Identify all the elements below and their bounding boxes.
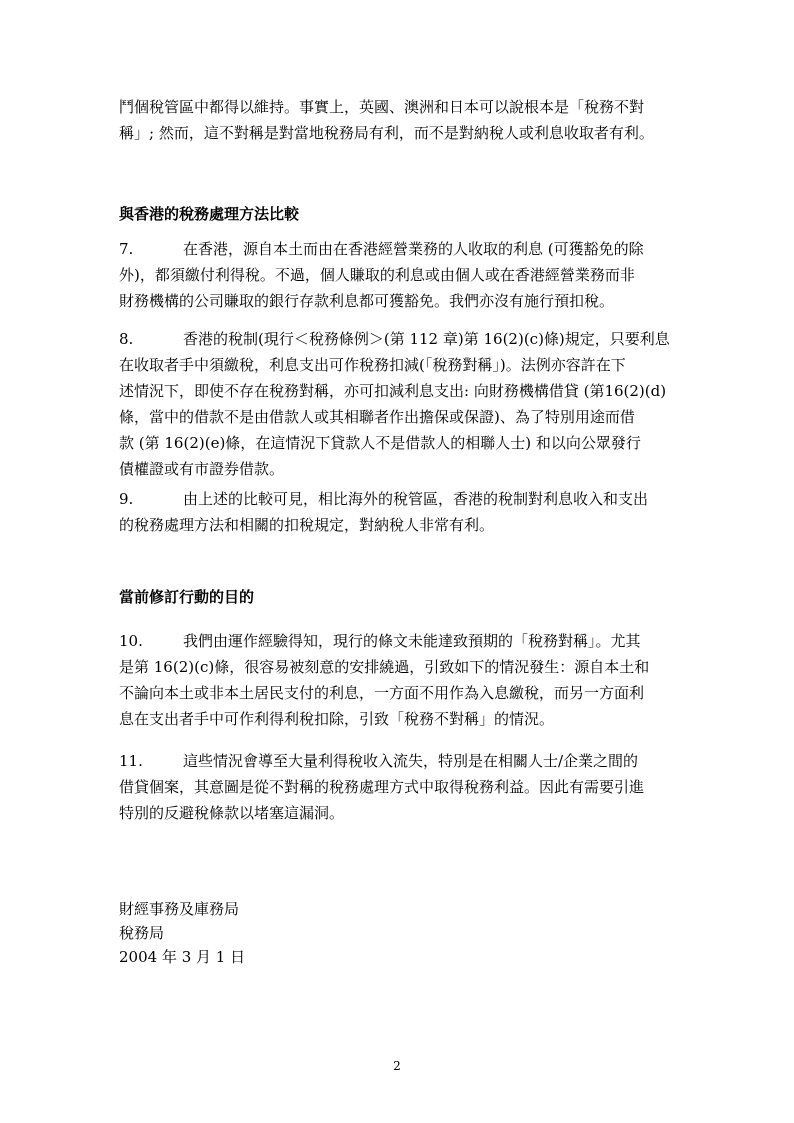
text-line: 外)，都須繳付利得稅。不過，個人賺取的利息或由個人或在香港經營業務而非 <box>119 266 635 284</box>
paragraph-number: 7. <box>119 240 134 258</box>
text-line: 息在支出者手中可作利得利稅扣除，引致「稅務不對稱」的情況。 <box>119 710 555 728</box>
paragraph-7 <box>119 236 679 314</box>
signature-date: 2004 年 3 月 1 日 <box>119 948 246 966</box>
text-line: 在收取者手中須繳稅，利息支出可作稅務扣減(「稅務對稱」)。法例亦容許在下 <box>119 356 626 374</box>
text-line: 是第 16(2)(c)條，很容易被刻意的安排繞過，引致如下的情況發生：源自本土和 <box>119 658 650 676</box>
text-line: 鬥個稅管區中都得以維持。事實上，英國、澳洲和日本可以說根本是「稅務不對 <box>119 98 645 116</box>
paragraph-8 <box>119 326 679 482</box>
paragraph-number: 8. <box>119 330 134 348</box>
paragraph-number: 11. <box>119 752 143 770</box>
signature-bureau: 財經事務及庫務局 <box>119 900 240 918</box>
text-line: 款 (第 16(2)(e)條，在這情況下貸款人不是借款人的相聯人士) 和以向公眾發行 <box>119 434 641 452</box>
text-line: 特別的反避稅條款以堵塞這漏洞。 <box>119 804 345 822</box>
section-heading-purpose: 當前修訂行動的目的 <box>119 588 255 606</box>
text-line: 述情況下，即使不存在稅務對稱，亦可扣減利息支出: 向財務機構借貸 (第16(2)(d) <box>119 382 667 400</box>
signature-department: 稅務局 <box>119 924 165 942</box>
paragraph-number: 9. <box>119 490 134 508</box>
paragraph-number: 10. <box>119 632 143 650</box>
text-line: 7. 在香港，源自本土而由在香港經營業務的人收取的利息 (可獲豁免的除 <box>119 236 679 262</box>
paragraph-10 <box>119 628 679 732</box>
page-number: 2 <box>393 1059 401 1073</box>
text-line: 不論向本土或非本土居民支付的利息，一方面不用作為入息繳稅，而另一方面利 <box>119 684 645 702</box>
text-line: 10. 我們由運作經驗得知，現行的條文未能達致預期的「稅務對稱」。尤其 <box>119 628 679 654</box>
text-line: 的稅務處理方法和相關的扣稅規定，對納稅人非常有利。 <box>119 516 495 534</box>
text-line: 債權證或有市證券借款。 <box>119 460 285 478</box>
text-line: 財務機構的公司賺取的銀行存款利息都可獲豁免。我們亦沒有施行預扣稅。 <box>119 292 615 310</box>
text-line: 8. 香港的稅制(現行＜稅務條例＞(第 112 章)第 16(2)(c)條)規定，只要利息 <box>119 326 679 352</box>
text-line: 借貸個案，其意圖是從不對稱的稅務處理方式中取得稅務利益。因此有需要引進 <box>119 778 645 796</box>
paragraph-9 <box>119 486 679 538</box>
text-line: 11. 這些情況會導至大量利得稅收入流失，特別是在相關人士/企業之間的 <box>119 748 679 774</box>
text-line: 9. 由上述的比較可見，相比海外的稅管區，香港的稅制對利息收入和支出 <box>119 486 679 512</box>
intro-paragraph <box>119 94 679 146</box>
text-line: 稱」; 然而，這不對稱是對當地稅務局有利，而不是對納稅人或利息收取者有利。 <box>119 124 654 142</box>
text-line: 條，當中的借款不是由借款人或其相聯者作出擔保或保證)、為了特別用途而借 <box>119 408 635 426</box>
paragraph-11 <box>119 748 679 826</box>
section-heading-comparison: 與香港的稅務處理方法比較 <box>119 205 300 223</box>
